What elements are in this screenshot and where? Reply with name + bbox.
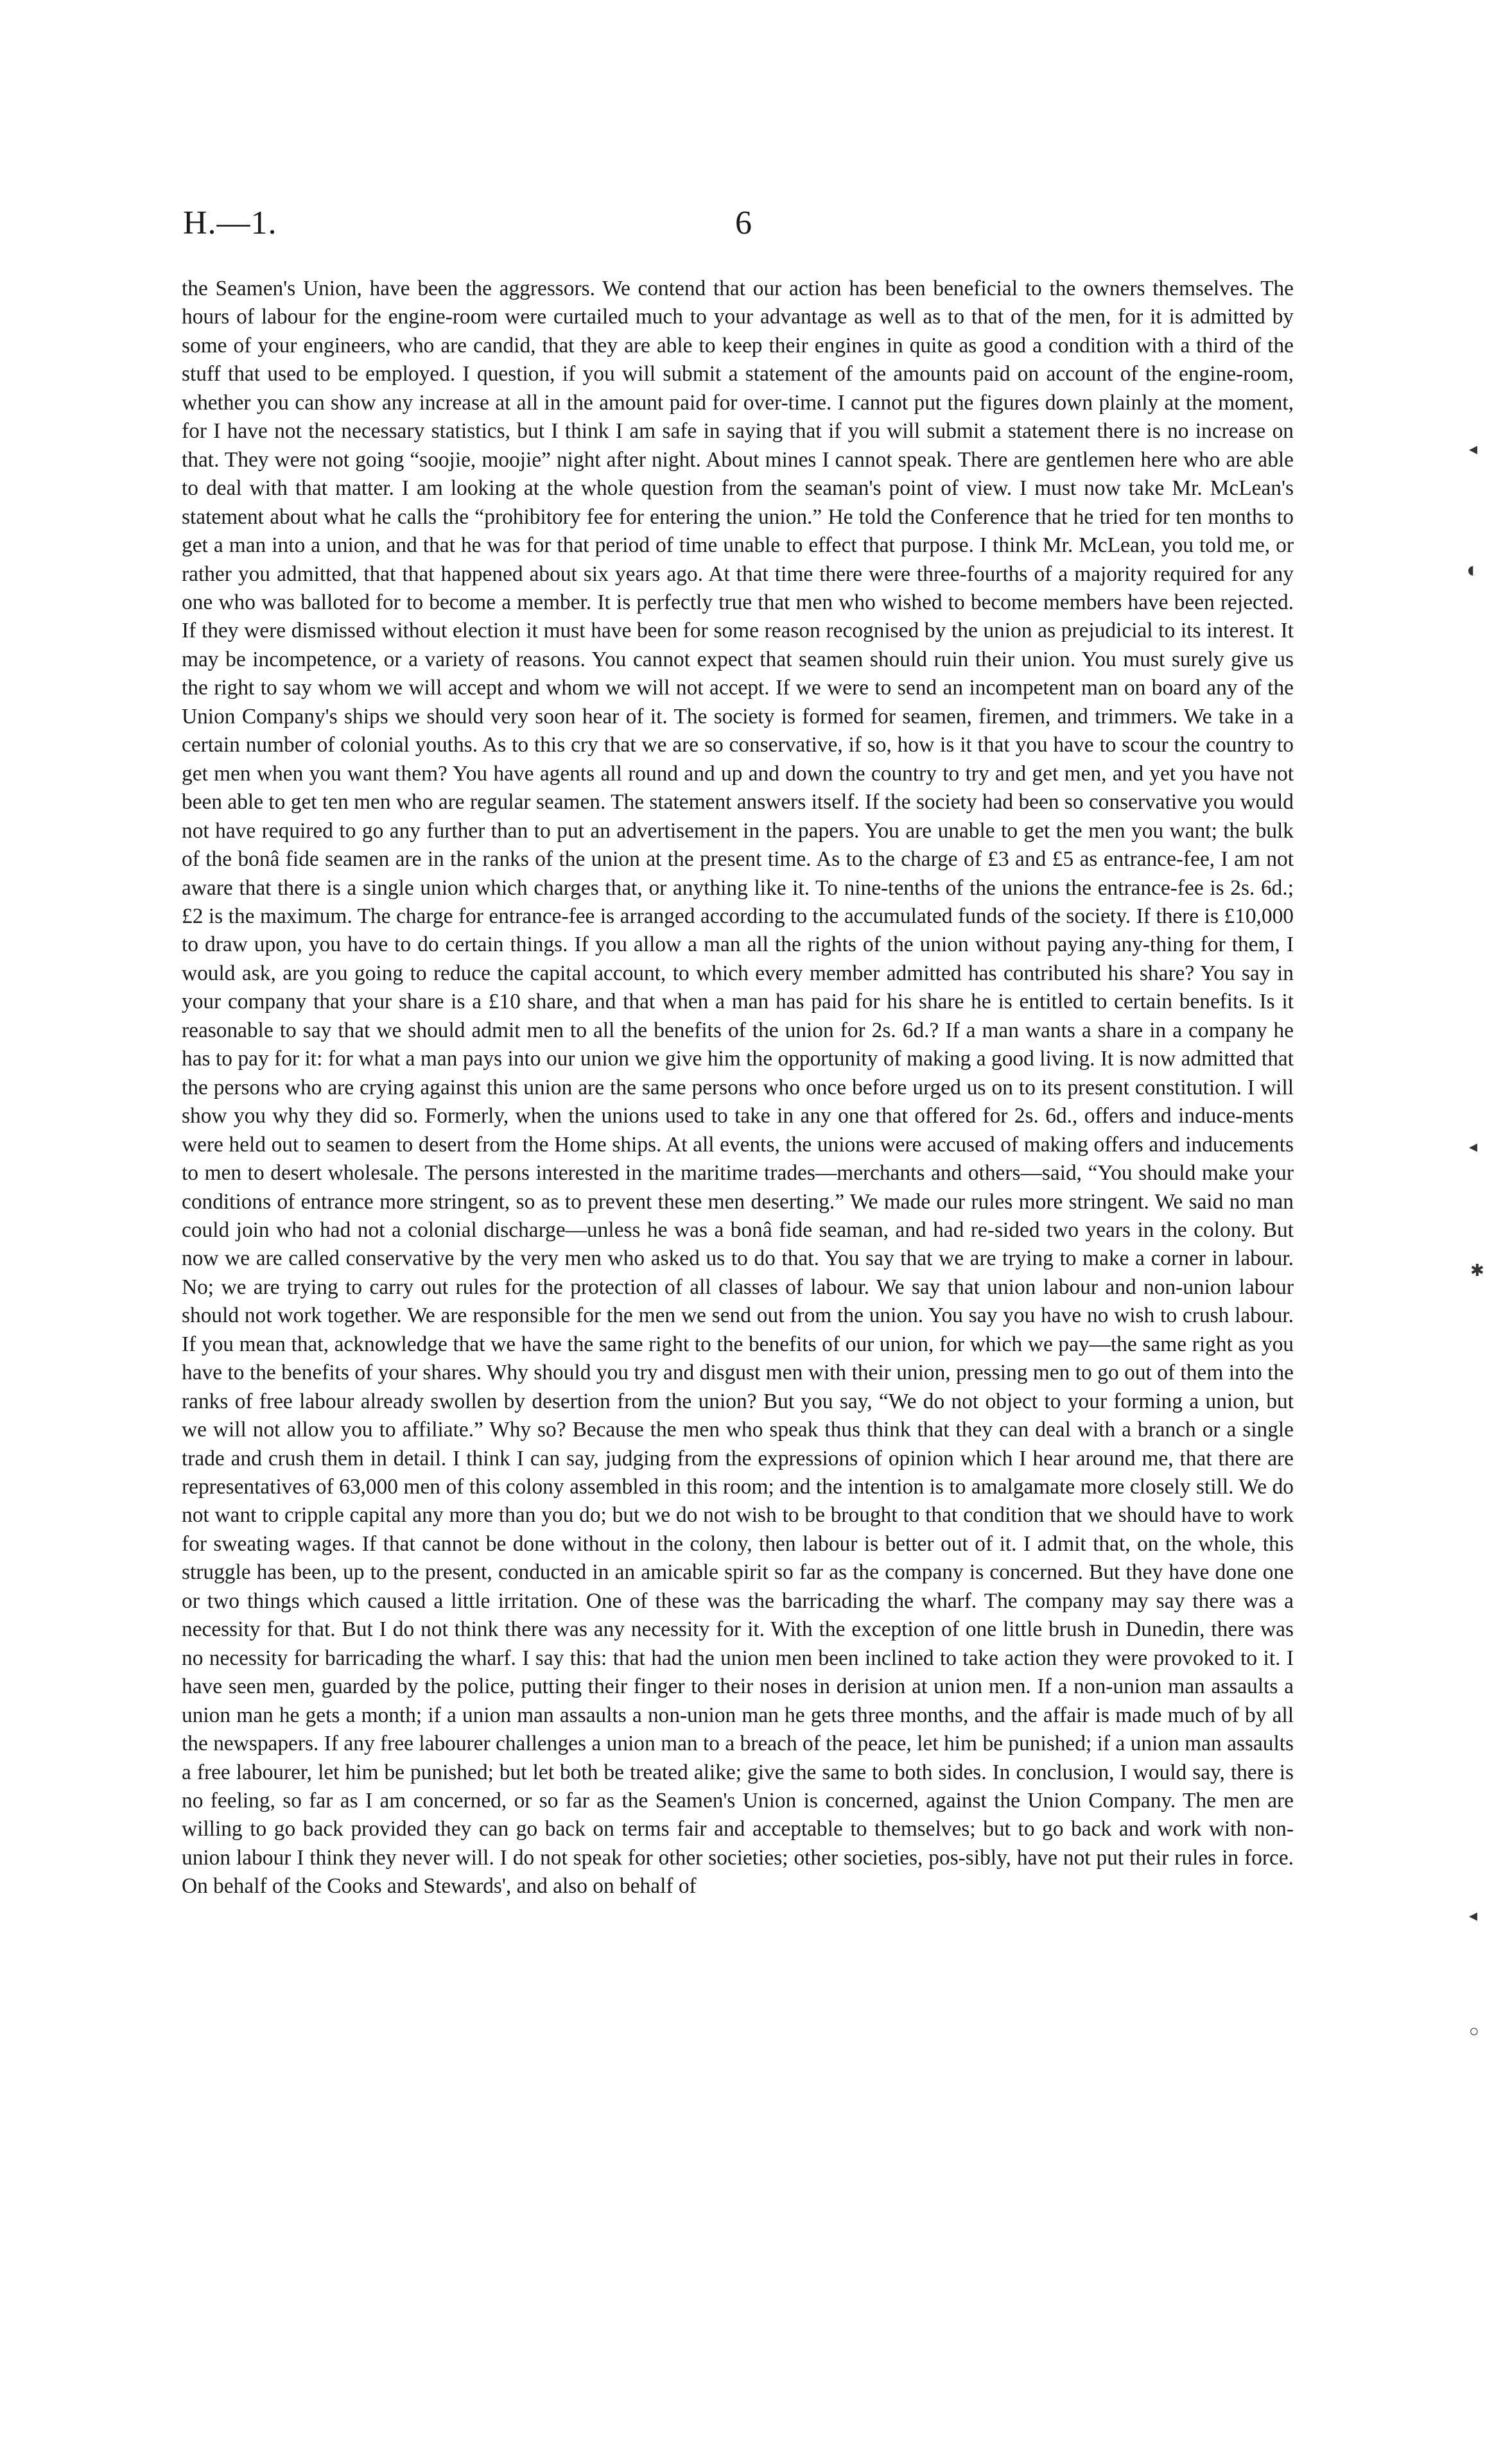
margin-mark: ◂	[1469, 440, 1478, 458]
page-number: 6	[735, 205, 752, 241]
body-text	[182, 275, 1294, 1901]
margin-mark: ○	[1469, 2022, 1479, 2040]
margin-mark: ◂	[1469, 1906, 1478, 1925]
page-header	[183, 204, 1313, 255]
document-reference: H.—1.	[183, 205, 277, 241]
margin-mark: ◂	[1469, 1137, 1478, 1156]
margin-mark: ✱	[1470, 1261, 1484, 1280]
paragraph: the Seamen's Union, have been the aggressors. We contend that our action has been beneficial to the owners themselves. The hours of labour for the engine-room were curtailed much to your advantage as well as to that of the men, for it is admitted by some of your engineers, who are candid, that they are able to keep their engines in quite as good a condition with a third of the stuff that used to be employed. I question, if you will submit a statement of the amounts paid on account of the engine-room, whether you can show any increase at all in the amount paid for over-time. I cannot put the figures down plainly at the moment, for I have not the necessary statistics, but I think I am safe in saying that if you will submit a statement there is no increase on that. They were not going “soojie, moojie” night after night. About mines I cannot speak. There are gentlemen here who are able to deal with that matter. I am looking at the whole question from the seaman's point of view. I must now take Mr. McLean's statement about what he calls the “prohibitory fee for entering the union.” He told the Conference that he tried for ten months to get a man into a union, and that he was for that period of time unable to effect that purpose. I think Mr. McLean, you told me, or rather you admitted, that that happened about six years ago. At that time there were three-fourths of a majority required for any one who was balloted for to become a member. It is perfectly true that men who wished to become members have been rejected. If they were dismissed without election it must have been for some reason recognised by the union as prejudicial to its interest. It may be incompetence, or a variety of reasons. You cannot expect that seamen should ruin their union. You must surely give us the right to say whom we will accept and whom we will not accept. If we were to send an incompetent man on board any of the Union Company's ships we should very soon hear of it. The society is formed for seamen, firemen, and trimmers. We take in a certain number of colonial youths. As to this cry that we are so conservative, if so, how is it that you have to scour the country to get men when you want them? You have agents all round and up and down the country to try and get men, and yet you have not been able to get ten men who are regular seamen. The statement answers itself. If the society had been so conservative you would not have required to go any further than to put an advertisement in the papers. You are unable to get the men you want; the bulk of the bonâ fide seamen are in the ranks of the union at the present time. As to the charge of £3 and £5 as entrance-fee, I am not aware that there is a single union which charges that, or anything like it. To nine-tenths of the unions the entrance-fee is 2s. 6d.; £2 is the maximum. The charge for entrance-fee is arranged according to the accumulated funds of the society. If there is £10,000 to draw upon, you have to do certain things. If you allow a man all the rights of the union without paying any-thing for them, I would ask, are you going to reduce the capital account, to which every member admitted has contributed his share? You say in your company that your share is a £10 share, and that when a man has paid for his share he is entitled to certain benefits. Is it reasonable to say that we should admit men to all the benefits of the union for 2s. 6d.? If a man wants a share in a company he has to pay for it: for what a man pays into our union we give him the opportunity of making a good living. It is now admitted that the persons who are crying against this union are the same persons who once before urged us on to its present constitution. I will show you why they did so. Formerly, when the unions used to take in any one that offered for 2s. 6d., offers and induce-ments were held out to seamen to desert from the Home ships. At all events, the unions were accused of making offers and inducements to men to desert wholesale. The persons interested in the maritime trades—merchants and others—said, “You should make your conditions of entrance more stringent, so as to prevent these men deserting.” We made our rules more stringent. We said no man could join who had not a colonial discharge—unless he was a bonâ fide seaman, and had re-sided two years in the colony. But now we are called conservative by the very men who asked us to do that. You say that we are trying to make a corner in labour. No; we are trying to carry out rules for the protection of all classes of labour. We say that union labour and non-union labour should not work together. We are responsible for the men we send out from the union. You say you have no wish to crush labour. If you mean that, acknowledge that we have the same right to the benefits of our union, for which we pay—the same right as you have to the benefits of your shares. Why should you try and disgust men with their union, pressing men to go out of them into the ranks of free labour already swollen by desertion from the union? But you say, “We do not object to your forming a union, but we will not allow you to affiliate.” Why so? Because the men who speak thus think that they can deal with a branch or a single trade and crush them in detail. I think I can say, judging from the expressions of opinion which I hear around me, that there are representatives of 63,000 men of this colony assembled in this room; and the intention is to amalgamate more closely still. We do not want to cripple capital any more than you do; but we do not wish to be brought to that condition that we should have to work for sweating wages. If that cannot be done without in the colony, then labour is better out of it. I admit that, on the whole, this struggle has been, up to the present, conducted in an amicable spirit so far as the company is concerned. But they have done one or two things which caused a little irritation. One of these was the barricading the wharf. The company may say there was a necessity for that. But I do not think there was any necessity for it. With the exception of one little brush in Dunedin, there was no necessity for barricading the wharf. I say this: that had the union men been inclined to take action they were provoked to it. I have seen men, guarded by the police, putting their finger to their noses in derision at union men. If a non-union man assaults a union man he gets a month; if a union man assaults a non-union man he gets three months, and the affair is made much of by all the newspapers. If any free labourer challenges a union man to a breach of the peace, let him be punished; if a union man assaults a free labourer, let him be punished; but let both be treated alike; give the same to both sides. In conclusion, I would say, there is no feeling, so far as I am concerned, or so far as the Seamen's Union is concerned, against the Union Company. The men are willing to go back provided they can go back on terms fair and acceptable to themselves; but to go back and work with non-union labour I think they never will. I do not speak for other societies; other societies, pos-sibly, have not put their rules in force. On behalf of the Cooks and Stewards', and also on behalf of	[182, 277, 1294, 1899]
margin-mark: ◐	[1466, 558, 1480, 582]
